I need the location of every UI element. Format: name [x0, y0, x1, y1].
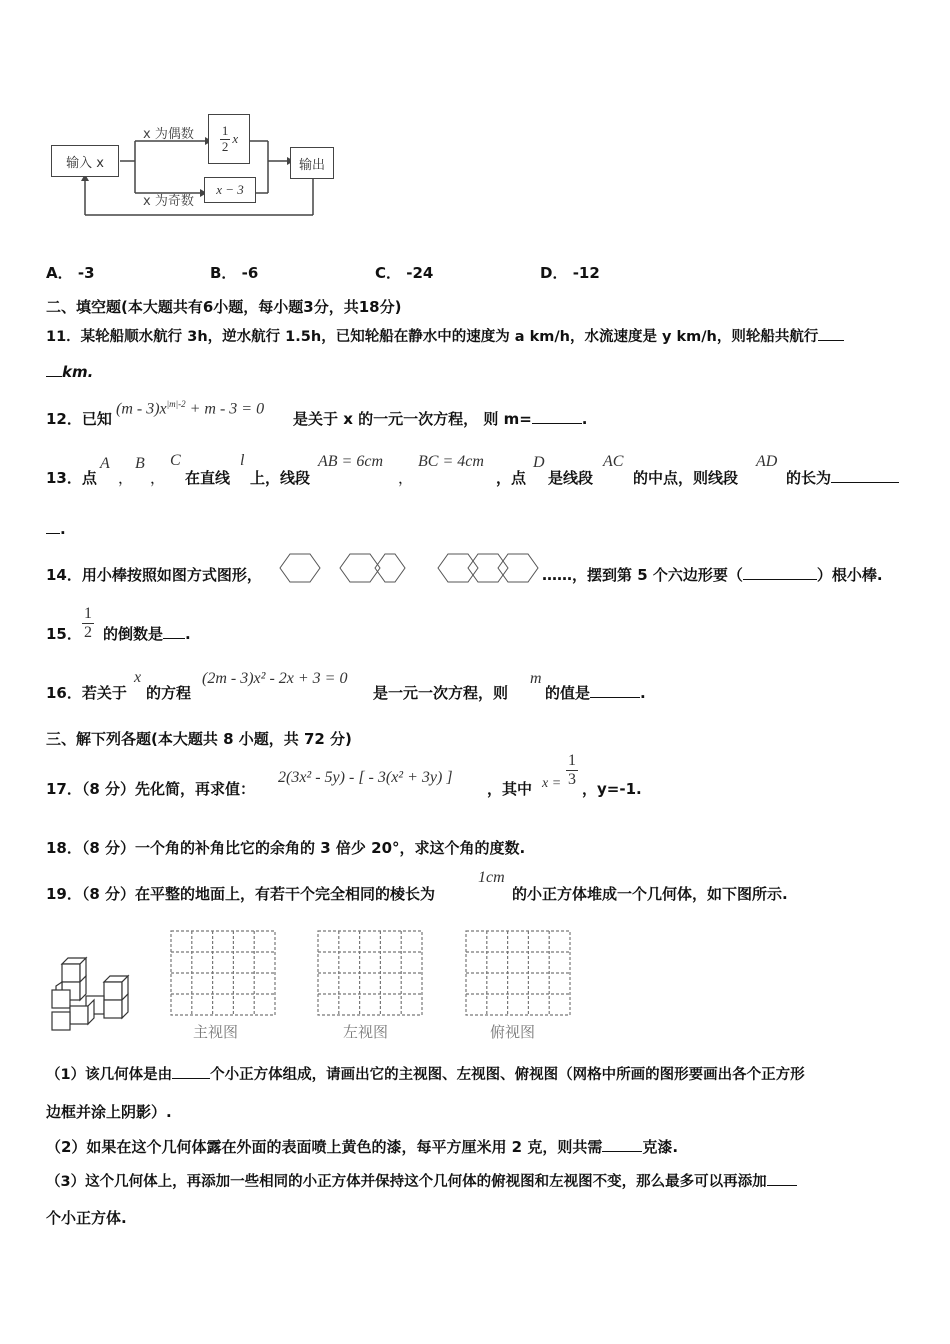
q11-line2: km.: [46, 362, 93, 381]
cube-stack-figure: [44, 950, 139, 1040]
q19-unit: 1cm: [478, 869, 505, 886]
section3-heading: 三、解下列各题(本大题共 8 小题，共 72 分): [46, 730, 352, 748]
q16-formula: (2m - 3)x² - 2x + 3 = 0: [202, 670, 348, 687]
q17-x-eq: x =: [542, 776, 562, 791]
hexagon-sticks-figure: [278, 548, 548, 588]
flow-half-var: x: [232, 131, 239, 146]
q13-ab: AB = 6cm: [318, 453, 383, 470]
flow-even-label: x 为偶数: [143, 127, 194, 142]
flow-half-box: [208, 114, 250, 164]
q17-suffix: ，y=-1.: [582, 780, 642, 798]
q19-part1-line1: （1）该几何体是由 个小正方体组成，请画出它的主视图、左视图、俯视图（网格中所画的图形要画出各个正方形: [46, 1063, 805, 1084]
q13-seg: 上，线段: [250, 469, 311, 487]
main-view-label: 主视图: [193, 1023, 239, 1041]
q13-a: A: [100, 455, 110, 472]
flow-half-num: 1: [221, 123, 229, 139]
option-c: C． -24: [375, 264, 434, 282]
option-d: D． -12: [540, 264, 600, 282]
q13-len: 的长为: [786, 467, 899, 488]
q16-suffix: 是一元一次方程，则: [373, 684, 509, 702]
q19-part3-line1: （3）这个几何体上，再添加一些相同的小正方体并保持这个几何体的俯视图和左视图不变，那么最多可以再添加: [46, 1170, 797, 1191]
flow-half-den: 2: [221, 138, 229, 154]
q14-suffix: ……，摆到第 5 个六边形要（ ）根小棒.: [542, 566, 883, 584]
flow-input-box: [51, 145, 119, 177]
flow-output-label: 输出: [298, 157, 325, 173]
left-view-label: 左视图: [343, 1023, 389, 1041]
top-view-label: 俯视图: [490, 1023, 536, 1041]
q12-prefix: 12．已知: [46, 410, 112, 428]
q13-d: D: [533, 454, 545, 471]
q17-prefix: 17．（8 分）先化简，再求值：: [46, 780, 256, 798]
left-view-grid[interactable]: [317, 930, 425, 1018]
q15-text: 的倒数是 .: [103, 625, 191, 643]
flow-minus-label: x − 3: [216, 182, 244, 197]
q16-x: x: [134, 669, 142, 686]
q13-ad: AD: [756, 453, 778, 470]
q13-c: C: [170, 452, 181, 469]
flow-output-box: [290, 147, 334, 179]
q16-mid: 的方程: [146, 684, 192, 702]
q19-suffix: 的小正方体堆成一个几何体，如下图所示.: [512, 885, 788, 903]
q13-on-line: 在直线: [185, 469, 231, 487]
q11-line1: 11．某轮船顺水航行 3h，逆水航行 1.5h，已知轮船在静水中的速度为 a km/h，水流速度是 y km/h，则轮船共航行: [46, 325, 844, 346]
main-view-grid[interactable]: [170, 930, 278, 1018]
q13-b: B: [135, 455, 145, 472]
q18-text: 18．（8 分）一个角的补角比它的余角的 3 倍少 20°，求这个角的度数.: [46, 839, 526, 857]
q17-fraction: $\frac{1}{3}$: [568, 752, 576, 788]
option-a: A． -3: [46, 264, 95, 282]
q13-bc: BC = 4cm: [418, 453, 484, 470]
flow-input-label: 输入 x: [66, 155, 104, 171]
q19-prefix: 19．（8 分）在平整的地面上，有若干个完全相同的棱长为: [46, 885, 436, 903]
q13-l: l: [240, 452, 245, 469]
q15-num: 15．: [46, 625, 82, 643]
q13-ac: AC: [603, 453, 624, 470]
section2-heading: 二、填空题(本大题共有6小题，每小题3分，共18分): [46, 298, 402, 316]
q12-formula: $(m - 3)x^{|m|-2} + m - 3 = 0$: [116, 399, 265, 418]
q16-prefix: 16．若关于: [46, 684, 127, 702]
q13-mid: 是线段: [548, 469, 594, 487]
q16-suffix2: 的值是 .: [545, 684, 646, 702]
flow-odd-label: x 为奇数: [143, 194, 194, 209]
q12-suffix: 是关于 x 的一元一次方程， 则 m= .: [293, 410, 588, 428]
q19-part1-line2: 边框并涂上阴影）.: [46, 1103, 172, 1121]
q15-fraction: $\frac{1}{2}$: [84, 605, 92, 641]
option-b: B． -6: [210, 264, 259, 282]
q19-part3-line2: 个小正方体.: [46, 1209, 127, 1227]
q13-mid2: 的中点，则线段: [633, 469, 739, 487]
q17-formula: 2(3x² - 5y) - [ - 3(x² + 3y) ]: [278, 769, 453, 786]
q16-m: m: [530, 670, 542, 687]
q13-point: ，点: [496, 469, 527, 487]
q13-tail: .: [46, 519, 66, 538]
flow-minus-box: [204, 177, 256, 203]
q14-prefix: 14．用小棒按照如图方式图形，: [46, 566, 262, 584]
top-view-grid[interactable]: [465, 930, 573, 1018]
q17-mid: ，其中: [487, 780, 533, 798]
q13-num: 13．点: [46, 469, 97, 487]
q19-part2: （2）如果在这个几何体露在外面的表面喷上黄色的漆，每平方厘米用 2 克，则共需 克漆.: [46, 1138, 679, 1156]
